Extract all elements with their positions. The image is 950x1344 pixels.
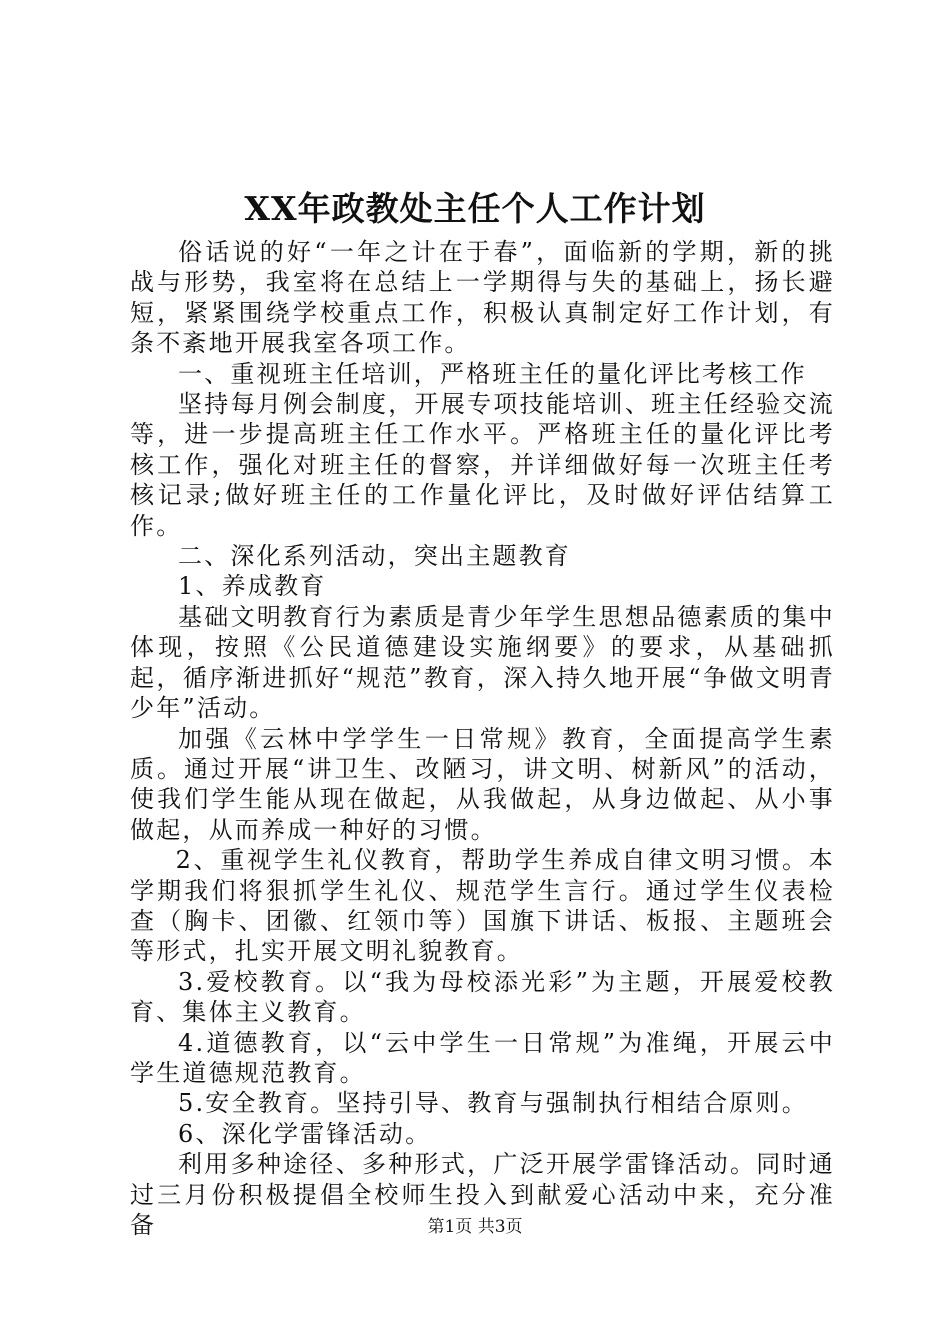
paragraph-habit-2: 加强《云林中学学生一日常规》教育，全面提高学生素质。通过开展“讲卫生、改陋习，讲文明、树新风”的活动，使我们学生能从现在做起，从我做起，从身边做起、从小事做起，从而养成一种好的习惯。 bbox=[130, 724, 835, 844]
page-footer: 第1页 共3页 bbox=[427, 1217, 523, 1237]
paragraph-habit-1: 基础文明教育行为素质是青少年学生思想品德素质的集中体现，按照《公民道德建设实施纲要》的要求，从基础抓起，循序渐进抓好“规范”教育，深入持久地开展“争做文明青少年”活动。 bbox=[130, 602, 835, 723]
paragraph-leifeng: 利用多种途径、多种形式，广泛开展学雷锋活动。同时通过三月份积极提倡全校师生投入到献爱心活动中来，充分准备 bbox=[130, 1150, 835, 1239]
paragraph-morality: 4.道德教育，以“云中学生一日常规”为准绳，开展云中学生道德规范教育。 bbox=[130, 1028, 835, 1087]
document-title: XX年政教处主任个人工作计划 bbox=[244, 189, 706, 228]
subheading-6: 6、深化学雷锋活动。 bbox=[178, 1119, 432, 1148]
subheading-1: 1、养成教育 bbox=[178, 572, 327, 601]
paragraph-school-love: 3.爱校教育。以“我为母校添光彩”为主题，开展爱校教育、集体主义教育。 bbox=[130, 967, 835, 1027]
paragraph-section-1: 坚持每月例会制度，开展专项技能培训、班主任经验交流等，进一步提高班主任工作水平。严格班主任的量化评比考核工作，强化对班主任的督察，并详细做好每一次班主任考核记录;做好班主任的工作量化评比，及时做好评估结算工作。 bbox=[130, 390, 835, 540]
heading-section-1: 一、重视班主任培训，严格班主任的量化评比考核工作 bbox=[178, 359, 807, 388]
document-body bbox=[130, 237, 835, 1240]
paragraph-etiquette: 2、重视学生礼仪教育，帮助学生养成自律文明习惯。本学期我们将狠抓学生礼仪、规范学生言行。通过学生仪表检查（胸卡、团徽、红领巾等）国旗下讲话、板报、主题班会等形式，扎实开展文明礼貌教育。 bbox=[130, 846, 835, 966]
paragraph-safety: 5.安全教育。坚持引导、教育与强制执行相结合原则。 bbox=[178, 1089, 808, 1118]
heading-section-2: 二、深化系列活动，突出主题教育 bbox=[178, 542, 571, 571]
paragraph-intro: 俗话说的好“一年之计在于春”，面临新的学期，新的挑战与形势，我室将在总结上一学期得与失的基础上，扬长避短，紧紧围绕学校重点工作，积极认真制定好工作计划，有条不紊地开展我室各项工作。 bbox=[130, 238, 835, 358]
